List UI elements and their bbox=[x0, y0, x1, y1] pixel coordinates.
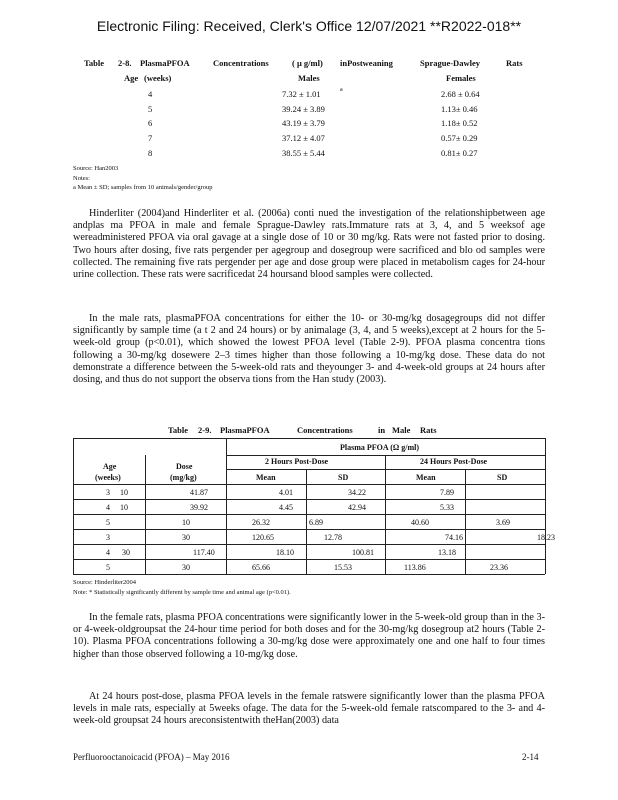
table-2-9-title-part: Table bbox=[168, 425, 189, 435]
table-2-9-col-sd-2h: SD bbox=[338, 473, 349, 482]
table-2-8-title-part: Rats bbox=[506, 58, 523, 68]
sd-2h-cell: 4.01 bbox=[279, 488, 293, 497]
table-2-9-title-part: Rats bbox=[420, 425, 437, 435]
mean-2h-cell: 26.32 bbox=[252, 518, 270, 527]
sd-2h-cell: 4.45 bbox=[279, 503, 293, 512]
age-cell: 5 bbox=[106, 518, 110, 527]
age-cell: 4 bbox=[106, 548, 110, 557]
sd-2h-cell: 12.78 bbox=[324, 533, 342, 542]
age-cell: 5 bbox=[148, 104, 153, 114]
sd-24h-cell: 5.33 bbox=[440, 503, 454, 512]
female-cell: 1.13± 0.46 bbox=[441, 104, 478, 114]
sd-24h-cell: 23.36 bbox=[490, 563, 508, 572]
table-2-9-col-unit: (mg/kg) bbox=[170, 473, 197, 482]
table-2-9-col-dose: Dose bbox=[176, 462, 193, 471]
footer-page-number: 2-14 bbox=[522, 752, 539, 762]
table-2-8-source: Source: Han2003 bbox=[73, 165, 119, 172]
table-2-9-title-part: PlasmaPFOA bbox=[220, 425, 270, 435]
age-cell: 5 bbox=[106, 563, 110, 572]
dose-cell: 10 bbox=[120, 503, 128, 512]
table-2-9-title-part: Male bbox=[392, 425, 411, 435]
paragraph-female-rats: In the female rats, plasma PFOA concentrations were significantly lower in the 5-week-old group than in the 3- or 4-week-oldgroupsat the 24-hour time period for both doses and for the 30-mg/kg dosegroup at2 hours (Table 2-10). Plasma PFOA concentrations following a 30-mg/kg dose were approximately one and one half to four times higher than those observed following a 10-mg/kg dose. bbox=[73, 612, 545, 660]
mean-24h-cell: 42.94 bbox=[348, 503, 366, 512]
mean-2h-cell: 39.92 bbox=[190, 503, 208, 512]
sd-24h-cell: 3.69 bbox=[496, 518, 510, 527]
table-2-9-title-part: in bbox=[378, 425, 386, 435]
table-2-8-col-females: Females bbox=[446, 73, 476, 83]
table-2-8-col-weeks: (weeks) bbox=[144, 73, 172, 83]
dose-cell: 10 bbox=[182, 518, 190, 527]
age-cell: 3 bbox=[106, 488, 110, 497]
male-cell: 38.55 ± 5.44 bbox=[282, 148, 325, 158]
dose-cell: 30 bbox=[182, 563, 190, 572]
table-2-9-note: Note: * Statistically significantly different by sample time and animal age (p<0.01). bbox=[73, 589, 291, 596]
age-cell: 4 bbox=[148, 89, 153, 99]
table-2-8-title-part: Sprague-Dawley bbox=[420, 58, 480, 68]
mean-24h-cell: 34.22 bbox=[348, 488, 366, 497]
table-2-9-col-weeks: (weeks) bbox=[95, 473, 121, 482]
footer-document-title: Perfluorooctanoicacid (PFOA) – May 2016 bbox=[73, 752, 230, 762]
sd-2h-cell: 18.10 bbox=[276, 548, 294, 557]
female-cell: 0.81± 0.27 bbox=[441, 148, 478, 158]
mean-24h-cell: 113.86 bbox=[404, 563, 426, 572]
male-cell: 7.32 ± 1.01 bbox=[282, 89, 321, 99]
age-cell: 6 bbox=[148, 118, 153, 128]
female-cell: 0.57± 0.29 bbox=[441, 133, 478, 143]
mean-2h-cell: 65.66 bbox=[252, 563, 270, 572]
plasma-pfoa-header: Plasma PFOA (Ω g/ml) bbox=[340, 443, 420, 452]
table-2-8-title-part: 2-8. bbox=[118, 58, 132, 68]
mean-24h-cell: 100.81 bbox=[352, 548, 374, 557]
paragraph-hinderliter: Hinderliter (2004)and Hinderliter et al. (2006a) conti nued the investigation of the relationshipbetween age andplas ma PFOA in male and female Sprague-Dawley rats.Immature rats at 3, 4, and 5 weeksof age wereadministered PFOA via oral gavage at a single dose of 10 or 30 mg/kg. Rats were not fasted prior to dosing. Two hours after dosing, five rats pergender per agegroup and dosegroup were sacrificed and blo od samples were collected. The remaining five rats pergender per age and dose group were placed in metabolism cages for 24-hour urine collection. These rats were sacrificedat 24 hoursand blood samples were collected. bbox=[73, 208, 545, 281]
footnote-marker: a bbox=[340, 87, 343, 93]
table-2-9-col-mean-2h: Mean bbox=[256, 473, 276, 482]
filing-header: Electronic Filing: Received, Clerk's Office 12/07/2021 **R2022-018** bbox=[96, 18, 522, 34]
table-2-8-title-part: ( μ g/ml) bbox=[292, 58, 323, 68]
age-cell: 7 bbox=[148, 133, 153, 143]
table-2-9-col-age: Age bbox=[103, 462, 117, 471]
male-cell: 37.12 ± 4.07 bbox=[282, 133, 325, 143]
table-2-8-footnote: a Mean ± SD; samples from 10 animals/gender/group bbox=[73, 184, 213, 191]
table-2-9-source: Source: Hinderliter2004 bbox=[73, 579, 136, 586]
table-2-8-col-males: Males bbox=[298, 73, 320, 83]
female-cell: 2.68 ± 0.64 bbox=[441, 89, 480, 99]
table-2-8-col-age: Age bbox=[124, 73, 139, 83]
mean-2h-cell: 120.65 bbox=[252, 533, 274, 542]
table-2-8-notes: Notes: bbox=[73, 175, 90, 182]
mean-2h-cell: 41.87 bbox=[190, 488, 208, 497]
table-2-9-col-mean-24h: Mean bbox=[416, 473, 436, 482]
overflow-sd-cell: 18.23 bbox=[537, 533, 555, 542]
sd-2h-cell: 15.53 bbox=[334, 563, 352, 572]
mean-24h-cell: 40.60 bbox=[411, 518, 429, 527]
sd-24h-cell: 7.89 bbox=[440, 488, 454, 497]
table-2-8-title-part: Concentrations bbox=[213, 58, 269, 68]
dose-cell: 30 bbox=[182, 533, 190, 542]
age-cell: 4 bbox=[106, 503, 110, 512]
mean-2h-cell: 117.40 bbox=[193, 548, 215, 557]
age-cell: 8 bbox=[148, 148, 153, 158]
sd-2h-cell: 6.89 bbox=[309, 518, 323, 527]
table-2-8-title-part: Table bbox=[84, 58, 105, 68]
male-cell: 43.19 ± 3.79 bbox=[282, 118, 325, 128]
table-2-9-title-part: Concentrations bbox=[297, 425, 353, 435]
paragraph-24-hours: At 24 hours post-dose, plasma PFOA levels in the female ratswere significantly lower than the plasma PFOA levels in male rats, especially at 5weeks ofage. The data for the 5-week-old female ratscompared to the 3- and 4-week-old groupsat 24 hours areconsistentwith theHan(2003) data bbox=[73, 691, 545, 727]
male-cell: 39.24 ± 3.89 bbox=[282, 104, 325, 114]
paragraph-male-rats: In the male rats, plasmaPFOA concentrations for either the 10- or 30-mg/kg dosagegroups did not differ significantly by sample time (a t 2 and 24 hours) or by animalage (3, 4, and 5 weeks),except at 2 hours for the 5-week-old group (p<0.01), which showed the lowest PFOA level (Table 2-9). PFOA plasma concentra tions following a 30-mg/kg dosewere 2–3 times higher than those following a 10-mg/kg dose. These data do not demonstrate a difference between the 5-week-old rats and theyounger 3- and 4-week-old groups at 24 hours after dosing, and thus do not support the observa tions from the Han study (2003). bbox=[73, 313, 545, 386]
female-cell: 1.18± 0.52 bbox=[441, 118, 478, 128]
age-cell: 3 bbox=[106, 533, 110, 542]
table-2-8-title-part: PlasmaPFOA bbox=[140, 58, 190, 68]
dose-cell: 10 bbox=[120, 488, 128, 497]
table-2-9-col-sd-24h: SD bbox=[497, 473, 508, 482]
dose-cell: 30 bbox=[122, 548, 130, 557]
two-hours-header: 2 Hours Post-Dose bbox=[265, 457, 329, 466]
table-2-9-title-part: 2-9. bbox=[198, 425, 212, 435]
mean-24h-cell: 74.16 bbox=[445, 533, 463, 542]
sd-24h-cell: 13.18 bbox=[438, 548, 456, 557]
table-2-8-title-part: inPostweaning bbox=[340, 58, 393, 68]
twentyfour-hours-header: 24 Hours Post-Dose bbox=[420, 457, 488, 466]
